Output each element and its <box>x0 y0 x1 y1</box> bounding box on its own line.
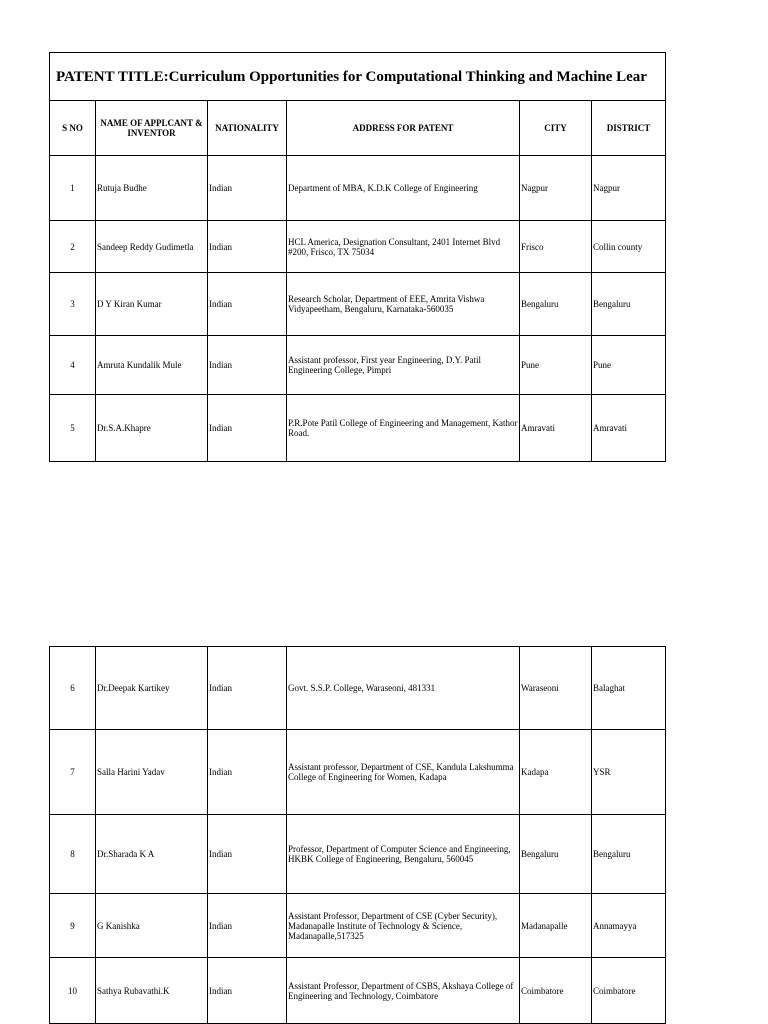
header-city: CITY <box>520 101 592 156</box>
cell-district: Nagpur <box>592 156 666 221</box>
table-row <box>50 395 666 462</box>
patent-title: PATENT TITLE:Curriculum Opportunities for Computational Thinking and Machine Lear <box>50 53 666 101</box>
cell-name: Amruta Kundalik Mule <box>96 336 208 395</box>
cell-district: YSR <box>592 730 666 815</box>
table-row <box>50 958 666 1024</box>
cell-nationality: Indian <box>208 273 287 336</box>
header-nationality: NATIONALITY <box>208 101 287 156</box>
cell-district: Annamayya <box>592 894 666 958</box>
cell-district: Coimbatore <box>592 958 666 1024</box>
cell-nationality: Indian <box>208 336 287 395</box>
cell-name: Dr.Sharada K A <box>96 815 208 894</box>
cell-address: HCL America, Designation Consultant, 2401 Internet Blvd #200, Frisco, TX 75034 <box>287 221 520 273</box>
cell-city: Bengaluru <box>520 815 592 894</box>
cell-nationality: Indian <box>208 156 287 221</box>
table-row <box>50 273 666 336</box>
cell-address: Research Scholar, Department of EEE, Amrita Vishwa Vidyapeetham, Bengaluru, Karnataka-560035 <box>287 273 520 336</box>
table-row <box>50 894 666 958</box>
cell-name: D Y Kiran Kumar <box>96 273 208 336</box>
cell-name: Dr.S.A.Khapre <box>96 395 208 462</box>
cell-district: Balaghat <box>592 647 666 730</box>
cell-nationality: Indian <box>208 815 287 894</box>
cell-address: Assistant professor, Department of CSE, Kandula Lakshumma College of Engineering for Women, Kadapa <box>287 730 520 815</box>
title-row <box>50 53 666 101</box>
cell-nationality: Indian <box>208 395 287 462</box>
cell-city: Pune <box>520 336 592 395</box>
table-row <box>50 336 666 395</box>
cell-name: Salla Harini Yadav <box>96 730 208 815</box>
table-row <box>50 730 666 815</box>
cell-nationality: Indian <box>208 894 287 958</box>
cell-district: Collin county <box>592 221 666 273</box>
cell-district: Pune <box>592 336 666 395</box>
cell-sno: 1 <box>50 156 96 221</box>
cell-city: Waraseoni <box>520 647 592 730</box>
cell-sno: 7 <box>50 730 96 815</box>
cell-city: Nagpur <box>520 156 592 221</box>
cell-address: Govt. S.S.P. College, Waraseoni, 481331 <box>287 647 520 730</box>
cell-city: Bengaluru <box>520 273 592 336</box>
cell-nationality: Indian <box>208 221 287 273</box>
cell-sno: 8 <box>50 815 96 894</box>
cell-nationality: Indian <box>208 958 287 1024</box>
cell-name: Rutuja Budhe <box>96 156 208 221</box>
applicants-table-top <box>49 52 666 462</box>
cell-city: Madanapalle <box>520 894 592 958</box>
cell-nationality: Indian <box>208 730 287 815</box>
header-district: DISTRICT <box>592 101 666 156</box>
header-sno: S NO <box>50 101 96 156</box>
cell-address: Assistant Professor, Department of CSE (Cyber Security), Madanapalle Institute of Technology & Science, Madanapalle,517325 <box>287 894 520 958</box>
cell-nationality: Indian <box>208 647 287 730</box>
table-row <box>50 815 666 894</box>
cell-name: Sathya Rubavathi.K <box>96 958 208 1024</box>
cell-name: Dr.Deepak Kartikey <box>96 647 208 730</box>
cell-address: P.R.Pote Patil College of Engineering and Management, Kathor Road. <box>287 395 520 462</box>
cell-name: Sandeep Reddy Gudimetla <box>96 221 208 273</box>
cell-address: Department of MBA, K.D.K College of Engineering <box>287 156 520 221</box>
cell-address: Professor, Department of Computer Science and Engineering, HKBK College of Engineering, Bengaluru, 560045 <box>287 815 520 894</box>
cell-name: G Kanishka <box>96 894 208 958</box>
cell-sno: 4 <box>50 336 96 395</box>
cell-district: Bengaluru <box>592 273 666 336</box>
header-name: NAME OF APPLCANT & INVENTOR <box>96 101 208 156</box>
cell-address: Assistant Professor, Department of CSBS, Akshaya College of Engineering and Technology, Coimbatore <box>287 958 520 1024</box>
cell-sno: 10 <box>50 958 96 1024</box>
header-row <box>50 101 666 156</box>
cell-city: Kadapa <box>520 730 592 815</box>
cell-sno: 2 <box>50 221 96 273</box>
cell-sno: 9 <box>50 894 96 958</box>
cell-sno: 5 <box>50 395 96 462</box>
header-address: ADDRESS FOR PATENT <box>287 101 520 156</box>
table-row <box>50 221 666 273</box>
cell-address: Assistant professor, First year Engineering, D.Y. Patil Engineering College, Pimpri <box>287 336 520 395</box>
applicants-table-bottom <box>49 646 666 1024</box>
cell-sno: 6 <box>50 647 96 730</box>
table-row <box>50 156 666 221</box>
cell-sno: 3 <box>50 273 96 336</box>
cell-district: Amravati <box>592 395 666 462</box>
table-row <box>50 647 666 730</box>
cell-city: Amravati <box>520 395 592 462</box>
cell-district: Bengaluru <box>592 815 666 894</box>
cell-city: Frisco <box>520 221 592 273</box>
cell-city: Coimbatore <box>520 958 592 1024</box>
